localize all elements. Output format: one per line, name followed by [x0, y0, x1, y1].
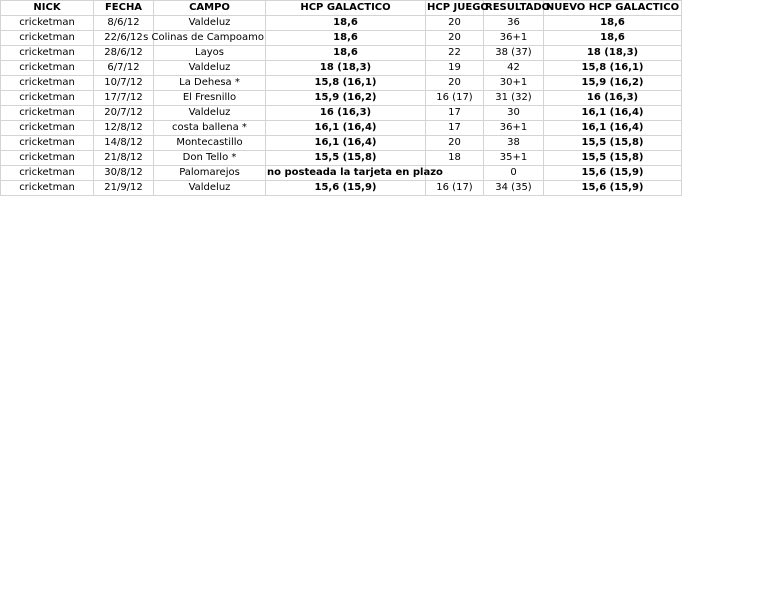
- table-row: [1, 61, 682, 76]
- cell-campo[interactable]: Palomarejos: [154, 166, 266, 181]
- cell-resultado[interactable]: 36+1: [484, 31, 544, 46]
- table-row: [1, 181, 682, 196]
- header-hcp-juego[interactable]: HCP JUEGO: [426, 1, 484, 16]
- cell-hcp-juego[interactable]: 20: [426, 136, 484, 151]
- cell-campo[interactable]: La Dehesa *: [154, 76, 266, 91]
- header-resultado[interactable]: RESULTADO: [484, 1, 544, 16]
- cell-nuevo-hcp-galactico[interactable]: 18 (18,3): [544, 46, 682, 61]
- cell-hcp-galactico[interactable]: 15,6 (15,9): [266, 181, 426, 196]
- cell-resultado[interactable]: 35+1: [484, 151, 544, 166]
- cell-campo[interactable]: Don Tello *: [154, 151, 266, 166]
- cell-nuevo-hcp-galactico[interactable]: 15,9 (16,2): [544, 76, 682, 91]
- table-row: [1, 76, 682, 91]
- table-row: [1, 106, 682, 121]
- cell-hcp-galactico[interactable]: 16,1 (16,4): [266, 121, 426, 136]
- cell-fecha[interactable]: 6/7/12: [94, 61, 154, 76]
- cell-resultado[interactable]: 36+1: [484, 121, 544, 136]
- cell-resultado[interactable]: 42: [484, 61, 544, 76]
- cell-hcp-galactico[interactable]: 15,8 (16,1): [266, 76, 426, 91]
- cell-hcp-galactico[interactable]: 18,6: [266, 46, 426, 61]
- handicap-table: [0, 0, 682, 196]
- cell-nuevo-hcp-galactico[interactable]: 16 (16,3): [544, 91, 682, 106]
- cell-nick[interactable]: cricketman: [1, 76, 94, 91]
- cell-campo[interactable]: Valdeluz: [154, 106, 266, 121]
- table-row: [1, 46, 682, 61]
- cell-hcp-galactico[interactable]: 18 (18,3): [266, 61, 426, 76]
- cell-nuevo-hcp-galactico[interactable]: 15,6 (15,9): [544, 181, 682, 196]
- cell-hcp-juego[interactable]: 22: [426, 46, 484, 61]
- cell-resultado[interactable]: 34 (35): [484, 181, 544, 196]
- cell-hcp-galactico[interactable]: 16 (16,3): [266, 106, 426, 121]
- header-nuevo-hcp-galactico[interactable]: NUEVO HCP GALACTICO: [544, 1, 682, 16]
- cell-nick[interactable]: cricketman: [1, 121, 94, 136]
- cell-hcp-galactico[interactable]: 15,5 (15,8): [266, 151, 426, 166]
- cell-nick[interactable]: cricketman: [1, 181, 94, 196]
- cell-nuevo-hcp-galactico[interactable]: 16,1 (16,4): [544, 121, 682, 136]
- cell-campo[interactable]: El Fresnillo: [154, 91, 266, 106]
- cell-hcp-galactico[interactable]: 16,1 (16,4): [266, 136, 426, 151]
- cell-nick[interactable]: cricketman: [1, 31, 94, 46]
- header-campo[interactable]: CAMPO: [154, 1, 266, 16]
- cell-fecha[interactable]: 12/8/12: [94, 121, 154, 136]
- cell-hcp-juego[interactable]: 20: [426, 16, 484, 31]
- cell-nuevo-hcp-galactico[interactable]: 18,6: [544, 16, 682, 31]
- cell-nuevo-hcp-galactico[interactable]: 15,6 (15,9): [544, 166, 682, 181]
- cell-hcp-galactico[interactable]: no posteada la tarjeta en plazo: [266, 166, 426, 181]
- header-row: [1, 1, 682, 16]
- cell-hcp-galactico[interactable]: 15,9 (16,2): [266, 91, 426, 106]
- cell-fecha[interactable]: 10/7/12: [94, 76, 154, 91]
- cell-nuevo-hcp-galactico[interactable]: 18,6: [544, 31, 682, 46]
- table-row: [1, 121, 682, 136]
- cell-hcp-juego[interactable]: 17: [426, 121, 484, 136]
- cell-hcp-galactico[interactable]: 18,6: [266, 31, 426, 46]
- cell-fecha[interactable]: 14/8/12: [94, 136, 154, 151]
- table-row: [1, 16, 682, 31]
- cell-fecha[interactable]: 22/6/12: [94, 31, 154, 46]
- cell-nuevo-hcp-galactico[interactable]: 16,1 (16,4): [544, 106, 682, 121]
- cell-nick[interactable]: cricketman: [1, 16, 94, 31]
- cell-campo[interactable]: Layos: [154, 46, 266, 61]
- cell-hcp-juego[interactable]: 16 (17): [426, 91, 484, 106]
- cell-resultado[interactable]: 36: [484, 16, 544, 31]
- cell-fecha[interactable]: 28/6/12: [94, 46, 154, 61]
- cell-hcp-galactico[interactable]: 18,6: [266, 16, 426, 31]
- cell-nick[interactable]: cricketman: [1, 136, 94, 151]
- cell-nick[interactable]: cricketman: [1, 166, 94, 181]
- cell-fecha[interactable]: 20/7/12: [94, 106, 154, 121]
- cell-fecha[interactable]: 17/7/12: [94, 91, 154, 106]
- cell-nuevo-hcp-galactico[interactable]: 15,8 (16,1): [544, 61, 682, 76]
- cell-nick[interactable]: cricketman: [1, 61, 94, 76]
- cell-nuevo-hcp-galactico[interactable]: 15,5 (15,8): [544, 136, 682, 151]
- cell-campo[interactable]: Valdeluz: [154, 181, 266, 196]
- table-row: [1, 151, 682, 166]
- table-row: [1, 31, 682, 46]
- cell-resultado[interactable]: 38: [484, 136, 544, 151]
- cell-resultado[interactable]: 30+1: [484, 76, 544, 91]
- cell-resultado[interactable]: 38 (37): [484, 46, 544, 61]
- cell-nick[interactable]: cricketman: [1, 151, 94, 166]
- cell-nick[interactable]: cricketman: [1, 46, 94, 61]
- cell-campo[interactable]: Montecastillo: [154, 136, 266, 151]
- cell-nick[interactable]: cricketman: [1, 106, 94, 121]
- cell-nuevo-hcp-galactico[interactable]: 15,5 (15,8): [544, 151, 682, 166]
- cell-resultado[interactable]: 31 (32): [484, 91, 544, 106]
- cell-hcp-juego[interactable]: 19: [426, 61, 484, 76]
- cell-campo[interactable]: Valdeluz: [154, 61, 266, 76]
- cell-hcp-juego[interactable]: 20: [426, 76, 484, 91]
- cell-fecha[interactable]: 30/8/12: [94, 166, 154, 181]
- header-nick[interactable]: NICK: [1, 1, 94, 16]
- cell-hcp-juego[interactable]: 20: [426, 31, 484, 46]
- table-row: [1, 91, 682, 106]
- cell-fecha[interactable]: 8/6/12: [94, 16, 154, 31]
- cell-hcp-juego[interactable]: 18: [426, 151, 484, 166]
- cell-resultado[interactable]: 0: [484, 166, 544, 181]
- cell-hcp-juego[interactable]: 17: [426, 106, 484, 121]
- table-body: [1, 16, 682, 196]
- table-row: [1, 166, 682, 181]
- header-hcp-galactico[interactable]: HCP GALACTICO: [266, 1, 426, 16]
- cell-hcp-juego[interactable]: 16 (17): [426, 181, 484, 196]
- cell-campo[interactable]: costa ballena *: [154, 121, 266, 136]
- cell-fecha[interactable]: 21/9/12: [94, 181, 154, 196]
- cell-campo[interactable]: s Colinas de Campoamo: [154, 31, 266, 46]
- cell-fecha[interactable]: 21/8/12: [94, 151, 154, 166]
- table-row: [1, 136, 682, 151]
- cell-nick[interactable]: cricketman: [1, 91, 94, 106]
- cell-campo[interactable]: Valdeluz: [154, 16, 266, 31]
- cell-resultado[interactable]: 30: [484, 106, 544, 121]
- header-fecha[interactable]: FECHA: [94, 1, 154, 16]
